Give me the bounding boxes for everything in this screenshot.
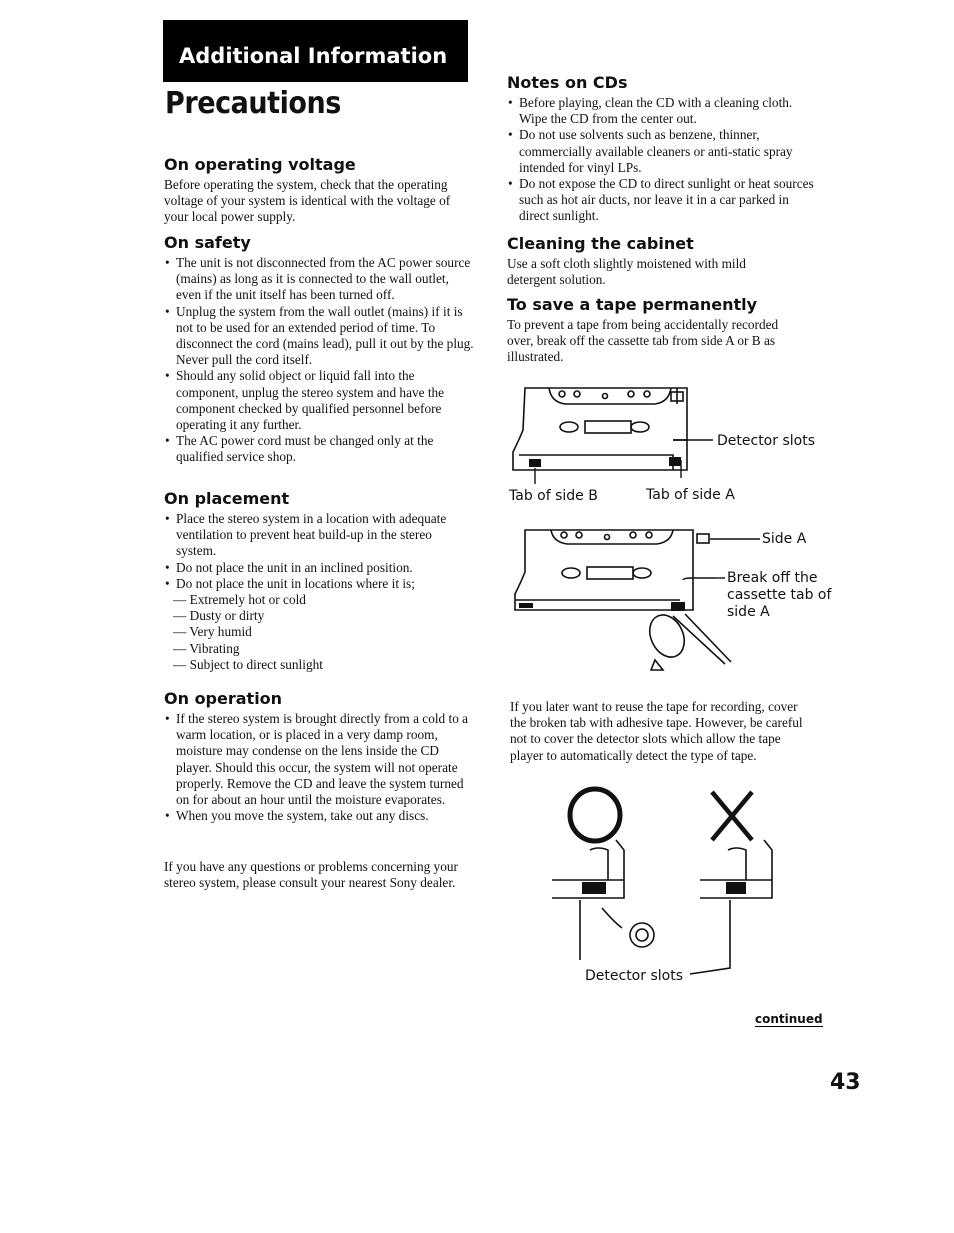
label-break-off-line: side A: [727, 604, 770, 620]
label-tab-side-b: Tab of side B: [509, 488, 598, 504]
label-side-a: Side A: [762, 531, 807, 547]
cassette-figure-2: [505, 520, 735, 680]
list-item: • If the stereo system is brought directly from a cold to a warm location, or is placed in a very damp room, moisture may condense on the lens inside the CD player. Should this occur, the system will not operate properly. Remove the CD and leave the system turned on for about an hour until the moisture evaporates.: [164, 711, 474, 808]
heading-tape: To save a tape permanently: [507, 295, 758, 314]
list-item: • Do not place the unit in locations where it is;: [164, 576, 474, 592]
list-item: • The unit is not disconnected from the AC power source (mains) as long as it is connected to the wall outlet, even if the unit itself has been turned off.: [164, 255, 474, 304]
list-item: — Subject to direct sunlight: [173, 656, 323, 672]
label-detector-slots-2: Detector slots: [585, 968, 683, 984]
list-item: • Do not use solvents such as benzene, thinner, commercially available cleaners or anti-static spray intended for vinyl LPs.: [507, 127, 817, 176]
tape-cover-figure: [550, 790, 790, 990]
label-break-off-line: Break off the: [727, 570, 818, 586]
section-cabinet: [507, 234, 817, 288]
list-item: — Extremely hot or cold: [173, 592, 306, 608]
list-item: • Do not place the unit in an inclined position.: [164, 560, 474, 576]
list-item: • Place the stereo system in a location with adequate ventilation to prevent heat build-up in the stereo system.: [164, 511, 474, 560]
list-item: • Before playing, clean the CD with a cleaning cloth. Wipe the CD from the center out.: [507, 95, 817, 127]
section-banner: Additional Information: [163, 20, 468, 82]
operation-list: [164, 711, 474, 824]
correct-icon: [570, 789, 620, 841]
list-item: • The AC power cord must be changed only at the qualified service shop.: [164, 433, 474, 465]
list-item: — Dusty or dirty: [173, 608, 265, 624]
section-operating-voltage: [164, 155, 474, 226]
heading-operating-voltage: On operating voltage: [164, 155, 356, 174]
body-operating-voltage: Before operating the system, check that the operating voltage of your system is identical with the voltage of your local power supply.: [164, 177, 451, 225]
page-number: 43: [830, 1070, 861, 1095]
continued-label: continued: [755, 1012, 823, 1026]
section-placement: [164, 489, 474, 673]
heading-cds: Notes on CDs: [507, 73, 628, 92]
heading-safety: On safety: [164, 233, 251, 252]
cassette-figure-1: [505, 380, 705, 480]
label-detector-slots: Detector slots: [717, 433, 815, 449]
body-cabinet: Use a soft cloth slightly moistened with mild detergent solution.: [507, 256, 746, 288]
body-reuse: If you later want to reuse the tape for recording, cover the broken tab with adhesive tape. However, be careful not to cover the detector slots which allow the tape player to automatically detect the type of tape.: [510, 699, 803, 763]
label-tab-side-a: Tab of side A: [646, 487, 735, 503]
page-title: Precautions: [165, 86, 341, 121]
section-cds: [507, 73, 817, 225]
section-operation: [164, 689, 474, 824]
section-safety: [164, 233, 474, 466]
placement-list: [164, 511, 474, 592]
closing-note: If you have any questions or problems concerning your stereo system, please consult your nearest Sony dealer.: [164, 859, 458, 891]
incorrect-icon: [712, 792, 752, 840]
list-item: — Very humid: [173, 624, 252, 640]
heading-cabinet: Cleaning the cabinet: [507, 234, 694, 253]
body-tape: To prevent a tape from being accidentally recorded over, break off the cassette tab from side A or B as illustrated.: [507, 317, 779, 365]
label-break-off: [727, 570, 831, 621]
placement-sub-list: [164, 592, 474, 673]
list-item: • Unplug the system from the wall outlet (mains) if it is not to be used for an extended period of time. To disconnect the cord (mains lead), pull it out by the plug. Never pull the cord itself.: [164, 304, 474, 369]
list-item: — Vibrating: [173, 640, 240, 656]
list-item: • Should any solid object or liquid fall into the component, unplug the stereo system and have the component checked by qualified personnel before operating it any further.: [164, 368, 474, 433]
list-item: • Do not expose the CD to direct sunlight or heat sources such as hot air ducts, nor leave it in a car parked in direct sunlight.: [507, 176, 817, 225]
cds-list: [507, 95, 817, 225]
heading-placement: On placement: [164, 489, 290, 508]
list-item: • When you move the system, take out any discs.: [164, 808, 474, 824]
section-tape: [507, 295, 817, 366]
heading-operation: On operation: [164, 689, 283, 708]
label-break-off-line: cassette tab of: [727, 587, 832, 603]
safety-list: [164, 255, 474, 466]
